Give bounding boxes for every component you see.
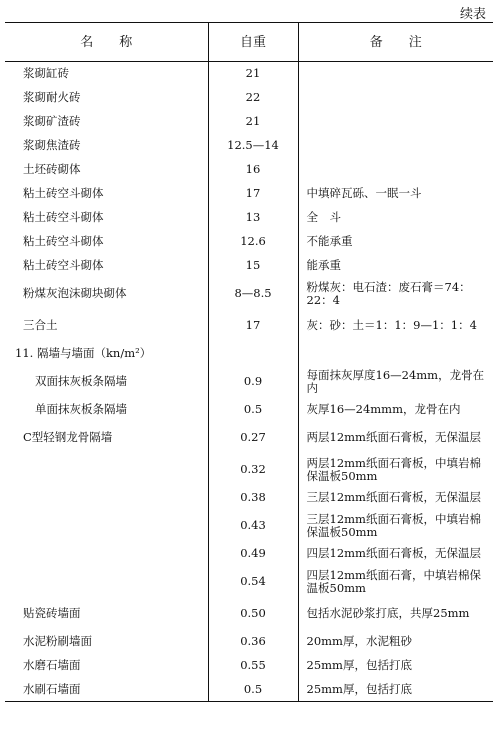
cell-note: 25mm厚，包括打底 [306, 681, 412, 696]
cell-name: 粘土砖空斗砌体 [23, 234, 104, 248]
cell-name: 粘土砖空斗砌体 [23, 258, 104, 272]
cell-weight: 17 [208, 310, 298, 342]
cell-weight: 0.5 [208, 678, 298, 702]
cell-name [5, 454, 208, 486]
cell-name: C型轻钢龙骨隔墙 [23, 430, 113, 444]
cell-weight: 21 [208, 62, 298, 86]
cell-weight: 0.50 [208, 598, 298, 630]
table-row [5, 454, 493, 486]
cell-note: 三层12mm纸面石膏板，无保温层 [306, 490, 481, 504]
table-header [5, 23, 493, 62]
cell-weight: 0.36 [208, 630, 298, 654]
cell-weight: 13 [208, 206, 298, 230]
cell-note: 20mm厚，水泥粗砂 [306, 634, 412, 648]
cell-note: 能承重 [306, 258, 341, 272]
cell-name: 水泥粉刷墙面 [23, 634, 92, 648]
cell-weight: 0.32 [208, 454, 298, 486]
cell-note: 中填碎瓦砾、一眠一斗 [306, 186, 422, 200]
table-row [5, 542, 493, 566]
table-row [5, 254, 493, 278]
cell-name: 浆砌矿渣砖 [23, 114, 81, 128]
cell-note: 两层12mm纸面石膏板，中填岩棉保温板50mm [306, 455, 481, 483]
table-body [5, 62, 493, 702]
table-row [5, 678, 493, 702]
cell-note [298, 134, 493, 158]
cell-name: 粉煤灰泡沫砌块砌体 [23, 286, 127, 300]
header-note: 备 注 [298, 23, 493, 62]
table-row [5, 110, 493, 134]
table-row [5, 342, 493, 366]
cell-name: 土坯砖砌体 [23, 162, 81, 176]
cell-name: 单面抹灰板条隔墙 [35, 402, 127, 416]
table-row [5, 182, 493, 206]
cell-name: 贴瓷砖墙面 [23, 606, 81, 620]
cell-note [298, 86, 493, 110]
cell-weight: 0.38 [208, 486, 298, 510]
cell-note: 四层12mm纸面石膏，中填岩棉保温板50mm [306, 567, 481, 595]
cell-name: 三合土 [23, 318, 58, 332]
cell-name: 水刷石墙面 [23, 681, 81, 696]
table-row [5, 310, 493, 342]
cell-weight: 22 [208, 86, 298, 110]
table-row [5, 654, 493, 678]
cell-weight: 12.6 [208, 230, 298, 254]
table-row [5, 630, 493, 654]
cell-name [5, 486, 208, 510]
cell-weight: 0.49 [208, 542, 298, 566]
table-row [5, 598, 493, 630]
table-row [5, 422, 493, 454]
cell-weight: 0.5 [208, 398, 298, 422]
table-row [5, 510, 493, 542]
cell-weight: 21 [208, 110, 298, 134]
cell-note: 不能承重 [306, 234, 353, 248]
cell-note [298, 342, 493, 366]
cell-note [298, 158, 493, 182]
cell-note: 灰厚16—24mmm，龙骨在内 [306, 402, 461, 416]
cell-name: 粘土砖空斗砌体 [23, 186, 104, 200]
cell-note [298, 62, 493, 86]
table-row [5, 86, 493, 110]
cell-note: 包括水泥砂浆打底，共厚25mm [306, 606, 470, 620]
table-row [5, 486, 493, 510]
cell-weight: 0.43 [208, 510, 298, 542]
table-row [5, 398, 493, 422]
cell-weight: 16 [208, 158, 298, 182]
cell-note: 四层12mm纸面石膏板，无保温层 [306, 546, 481, 560]
cell-name: 浆砌耐火砖 [23, 90, 81, 104]
header-name: 名 称 [5, 23, 208, 62]
cell-name: 粘土砖空斗砌体 [23, 210, 104, 224]
cell-weight: 8—8.5 [208, 278, 298, 310]
table-caption: 续表 [459, 7, 486, 22]
cell-name [5, 566, 208, 598]
cell-name: 浆砌缸砖 [23, 66, 69, 81]
cell-weight [208, 342, 298, 366]
table-row [5, 230, 493, 254]
cell-name [5, 510, 208, 542]
cell-weight: 12.5—14 [208, 134, 298, 158]
cell-note: 两层12mm纸面石膏板，无保温层 [306, 430, 481, 444]
cell-weight: 15 [208, 254, 298, 278]
cell-weight: 0.9 [208, 366, 298, 398]
cell-name: 水磨石墙面 [23, 658, 81, 672]
cell-weight: 0.27 [208, 422, 298, 454]
table-row [5, 62, 493, 86]
cell-weight: 0.54 [208, 566, 298, 598]
table-row [5, 278, 493, 310]
header-weight: 自重 [208, 23, 298, 62]
cell-note: 全 斗 [306, 210, 341, 224]
cell-note: 灰：砂：土＝1：1：9—1：1：4 [306, 318, 477, 332]
cell-weight: 17 [208, 182, 298, 206]
cell-weight: 0.55 [208, 654, 298, 678]
cell-note [298, 110, 493, 134]
table-row [5, 158, 493, 182]
load-table [5, 22, 493, 702]
cell-note: 三层12mm纸面石膏板，中填岩棉保温板50mm [306, 511, 481, 539]
cell-name: 浆砌焦渣砖 [23, 138, 81, 152]
table-row [5, 134, 493, 158]
cell-name: 双面抹灰板条隔墙 [35, 374, 127, 388]
cell-name: 11. 隔墙与墙面（kn/m²） [15, 346, 152, 360]
table-row [5, 206, 493, 230]
cell-name [5, 542, 208, 566]
table-row [5, 366, 493, 398]
cell-note: 25mm厚，包括打底 [306, 658, 412, 672]
cell-note: 每面抹灰厚度16—24mm，龙骨在内 [306, 367, 485, 395]
table-row [5, 566, 493, 598]
cell-note: 粉煤灰：电石渣：废石膏＝74：22：4 [306, 279, 471, 307]
